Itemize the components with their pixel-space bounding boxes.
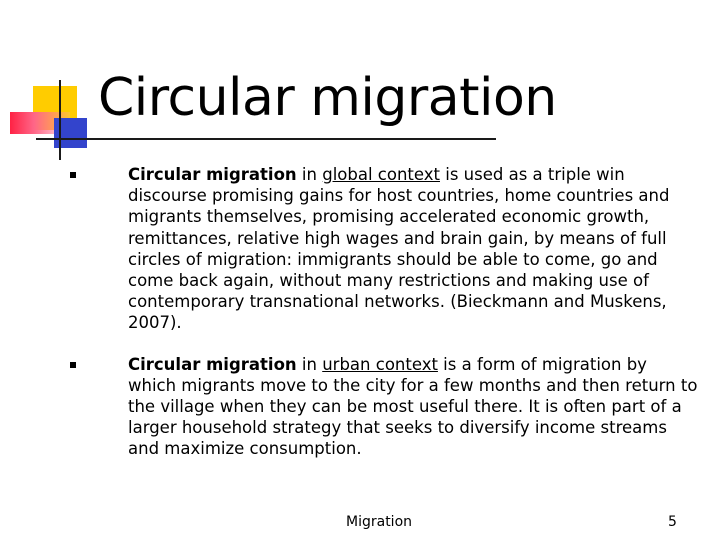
slide-title: Circular migration	[98, 68, 557, 128]
bullet-context: global context	[322, 165, 440, 184]
bullet-term: Circular migration	[128, 165, 297, 184]
bullet-connector: in	[296, 165, 323, 184]
bullet-text: is used as a triple win discourse promising gains for host countries, home countries and migrants themselves, promising accelerated economic growth, remittances, relative high wages and brain gain, by means of full circles of migration: immigrants should be able to come, go and come back again, without many restrictions and making use of contemporary transnational networks. (Bieckmann and Muskens, 2007).	[128, 165, 670, 333]
bullet-context: urban context	[322, 354, 438, 374]
bullet-term: Circular migration	[128, 354, 297, 374]
bullet-urban-context	[68, 354, 698, 460]
title-underline	[36, 138, 496, 140]
bullet-list	[68, 164, 698, 460]
bullet-global-context	[68, 164, 698, 334]
bullet-text: is a form of migration by which migrants move to the city for a few months and then return to the village when they can be most useful there. It is often part of a larger household strategy that seeks to diversify income streams and maximize consumption.	[128, 354, 698, 459]
bullet-marker	[70, 172, 76, 178]
page-number: 5	[668, 514, 677, 530]
footer-label: Migration	[346, 514, 413, 530]
bullet-connector: in	[296, 354, 323, 374]
decor-vertical-line	[59, 80, 61, 160]
bullet-marker	[70, 362, 76, 368]
